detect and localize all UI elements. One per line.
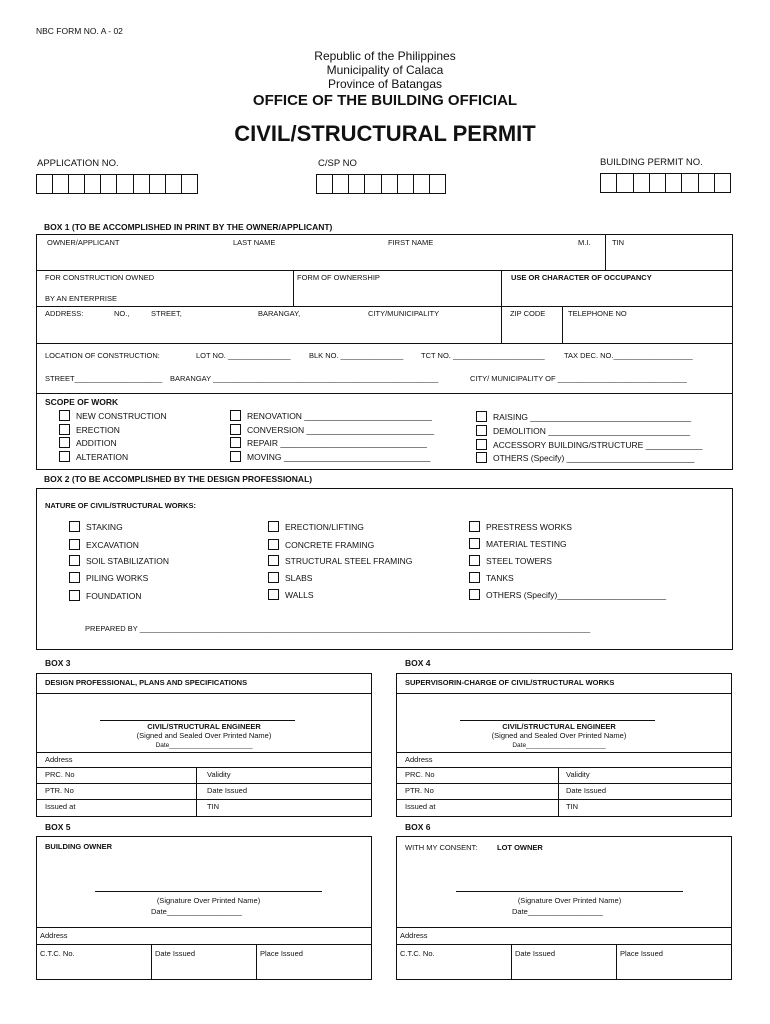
box2-heading: BOX 2 (TO BE ACCOMPLISHED BY THE DESIGN PROFESSIONAL) [44, 474, 313, 484]
scope-label: NEW CONSTRUCTION [76, 410, 167, 421]
checkbox[interactable] [469, 521, 480, 532]
work-walls[interactable] [268, 589, 314, 600]
checkbox[interactable] [59, 451, 70, 462]
address-no-label: NO., [114, 309, 130, 318]
work-label: ERECTION/LIFTING [285, 521, 364, 532]
scope-renovation[interactable] [230, 410, 432, 421]
work-soil-stabilization[interactable] [69, 555, 169, 566]
by-enterprise-label: BY AN ENTERPRISE [45, 294, 117, 303]
scope-addition[interactable] [59, 437, 117, 448]
scope-alteration[interactable] [59, 451, 128, 462]
checkbox[interactable] [69, 539, 80, 550]
box4-date-issued-label: Date Issued [566, 786, 607, 795]
checkbox[interactable] [469, 538, 480, 549]
header-block [0, 49, 770, 111]
scope-label: OTHERS (Specify) ___________________________ [493, 452, 695, 463]
work-label: FOUNDATION [86, 590, 142, 601]
box5-place-issued-label: Place Issued [260, 949, 303, 958]
work-tanks[interactable] [469, 572, 514, 583]
box4-prc-label: PRC. No [405, 770, 435, 779]
checkbox[interactable] [469, 589, 480, 600]
box3-address-label: Address [45, 755, 73, 764]
scope-label: RENOVATION ___________________________ [247, 410, 432, 421]
blk-no-field[interactable]: BLK NO. _______________ [309, 351, 404, 360]
use-occupancy-label: USE OR CHARACTER OF OCCUPANCY [511, 273, 652, 282]
box5-ctc-label: C.T.C. No. [40, 949, 75, 958]
checkbox[interactable] [268, 572, 279, 583]
tct-no-field[interactable]: TCT NO. ______________________ [421, 351, 545, 360]
checkbox[interactable] [230, 410, 241, 421]
scope-new-construction[interactable] [59, 410, 167, 421]
box6-label: BOX 6 [405, 822, 431, 832]
scope-of-work-title: SCOPE OF WORK [45, 397, 119, 407]
scope-others[interactable] [476, 452, 694, 463]
checkbox[interactable] [469, 572, 480, 583]
box6-consent-label: WITH MY CONSENT: [405, 843, 478, 852]
box3-date-issued-label: Date Issued [207, 786, 248, 795]
box3-signed-label: (Signed and Sealed Over Printed Name) [136, 731, 272, 740]
lot-no-field[interactable]: LOT NO. _______________ [196, 351, 291, 360]
box6-ctc-label: C.T.C. No. [400, 949, 435, 958]
address-city-label: CITY/MUNICIPALITY [368, 309, 440, 318]
first-name-label: FIRST NAME [388, 238, 434, 247]
application-no-label: APPLICATION NO. [37, 158, 119, 169]
mi-label: M.I. [578, 238, 591, 247]
work-label: CONCRETE FRAMING [285, 539, 375, 550]
box3-ptr-label: PTR. No [45, 786, 74, 795]
work-label: EXCAVATION [86, 539, 139, 550]
box5-title: BUILDING OWNER [45, 842, 113, 851]
work-foundation[interactable] [69, 590, 142, 601]
work-label: OTHERS (Specify)_______________________ [486, 589, 667, 600]
box5-date-issued-label: Date Issued [155, 949, 196, 958]
csp-no-field[interactable] [316, 174, 446, 194]
address-label: ADDRESS: [45, 309, 84, 318]
checkbox[interactable] [59, 410, 70, 421]
scope-demolition[interactable] [476, 425, 690, 436]
scope-label: ADDITION [76, 437, 117, 448]
box5-address-label: Address [40, 931, 68, 940]
work-erection-lifting[interactable] [268, 521, 364, 532]
box4-address-label: Address [405, 755, 433, 764]
checkbox[interactable] [69, 572, 80, 583]
street-field[interactable]: STREET_____________________ [45, 374, 163, 383]
csp-no-label: C/SP NO [318, 158, 357, 169]
checkbox[interactable] [59, 437, 70, 448]
box3-date-field[interactable]: Date_______________________ [155, 742, 253, 749]
work-label: STEEL TOWERS [486, 555, 552, 566]
checkbox[interactable] [69, 521, 80, 532]
checkbox[interactable] [230, 424, 241, 435]
box3-title: DESIGN PROFESSIONAL, PLANS AND SPECIFICATIONS [45, 678, 248, 687]
box4-engineer-label: CIVIL/STRUCTURAL ENGINEER [502, 722, 616, 731]
box3-engineer-label: CIVIL/STRUCTURAL ENGINEER [147, 722, 261, 731]
checkbox[interactable] [230, 451, 241, 462]
checkbox[interactable] [476, 411, 487, 422]
box4-tin-label: TIN [566, 802, 579, 811]
work-others[interactable] [469, 589, 666, 600]
work-label: WALLS [285, 589, 314, 600]
scope-label: CONVERSION ___________________________ [247, 424, 435, 435]
last-name-label: LAST NAME [233, 238, 276, 247]
box3-validity-label: Validity [207, 770, 231, 779]
checkbox[interactable] [59, 424, 70, 435]
box6-lot-owner-label: LOT OWNER [497, 843, 543, 852]
box4-date-field[interactable]: Date______________________ [512, 742, 606, 749]
box4-issued-at-label: Issued at [405, 802, 436, 811]
work-concrete-framing[interactable] [268, 539, 374, 550]
work-slabs[interactable] [268, 572, 312, 583]
checkbox[interactable] [69, 555, 80, 566]
work-label: PILING WORKS [86, 572, 149, 583]
box6-address-label: Address [400, 931, 428, 940]
telephone-label: TELEPHONE NO [568, 309, 627, 318]
box4-label: BOX 4 [405, 658, 431, 668]
scope-moving[interactable] [230, 451, 430, 462]
work-material-testing[interactable] [469, 538, 567, 549]
checkbox[interactable] [230, 437, 241, 448]
checkbox[interactable] [268, 555, 279, 566]
work-excavation[interactable] [69, 539, 139, 550]
scope-label: DEMOLITION ______________________________ [493, 425, 691, 436]
box6-signature-label: (Signature Over Printed Name) [517, 896, 622, 905]
work-piling[interactable] [69, 572, 148, 583]
work-prestress[interactable] [469, 521, 572, 532]
work-label: SLABS [285, 572, 313, 583]
owner-applicant-label: OWNER/APPLICANT [47, 238, 120, 247]
scope-conversion[interactable] [230, 424, 434, 435]
box3-label: BOX 3 [45, 658, 71, 668]
checkbox[interactable] [268, 539, 279, 550]
checkbox[interactable] [69, 590, 80, 601]
address-street-label: STREET, [151, 309, 182, 318]
header-line-3: Province of Batangas [327, 77, 443, 91]
box1-heading: BOX 1 (TO BE ACCOMPLISHED IN PRINT BY THE OWNER/APPLICANT) [44, 222, 333, 232]
box5-signature-label: (Signature Over Printed Name) [156, 896, 261, 905]
tax-dec-field[interactable]: TAX DEC. NO.___________________ [564, 351, 693, 360]
form-ownership-label: FORM OF OWNERSHIP [297, 273, 380, 282]
checkbox[interactable] [476, 439, 487, 450]
work-label: STRUCTURAL STEEL FRAMING [285, 555, 413, 566]
work-label: STAKING [86, 521, 123, 532]
checkbox[interactable] [476, 425, 487, 436]
box6-date-issued-label: Date Issued [515, 949, 556, 958]
work-steel-framing[interactable] [268, 555, 412, 566]
zip-code-label: ZIP CODE [510, 309, 546, 318]
box4-title: SUPERVISORIN-CHARGE OF CIVIL/STRUCTURAL WORKS [405, 678, 615, 687]
city-field[interactable]: CITY/ MUNICIPALITY OF _______________________________ [470, 374, 687, 383]
work-staking[interactable] [69, 521, 123, 532]
box3-issued-at-label: Issued at [45, 802, 76, 811]
box5-label: BOX 5 [45, 822, 71, 832]
box4-signed-label: (Signed and Sealed Over Printed Name) [491, 731, 627, 740]
for-construction-label: FOR CONSTRUCTION OWNED [45, 273, 155, 282]
work-steel-towers[interactable] [469, 555, 552, 566]
work-label: MATERIAL TESTING [486, 538, 567, 549]
scope-label: ALTERATION [76, 451, 129, 462]
office-title: OFFICE OF THE BUILDING OFFICIAL [252, 92, 518, 109]
prepared-by-field[interactable]: PREPARED BY ____________________________________________________________________________________________________________ [85, 624, 591, 633]
box6-place-issued-label: Place Issued [620, 949, 663, 958]
box5-date-field[interactable]: Date__________________ [151, 907, 242, 916]
scope-accessory[interactable] [476, 439, 702, 450]
work-label: SOIL STABILIZATION [86, 555, 169, 566]
scope-label: MOVING _______________________________ [247, 451, 431, 462]
box3-tin-label: TIN [207, 802, 220, 811]
box3-prc-label: PRC. No [45, 770, 75, 779]
scope-raising[interactable] [476, 411, 691, 422]
box4-ptr-label: PTR. No [405, 786, 434, 795]
application-no-field[interactable] [36, 174, 198, 194]
scope-label: RAISING __________________________________ [493, 411, 692, 422]
box6-date-field[interactable]: Date__________________ [512, 907, 603, 916]
checkbox[interactable] [476, 452, 487, 463]
building-permit-no-label: BUILDING PERMIT NO. [600, 157, 703, 168]
scope-erection[interactable] [59, 424, 120, 435]
page-title: CIVIL/STRUCTURAL PERMIT [234, 121, 536, 146]
header-line-2: Municipality of Calaca [326, 63, 444, 77]
scope-label: ERECTION [76, 424, 120, 435]
barangay-field[interactable]: BARANGAY ______________________________________________________ [170, 374, 439, 383]
checkbox[interactable] [469, 555, 480, 566]
nature-title: NATURE OF CIVIL/STRUCTURAL WORKS: [45, 501, 196, 510]
checkbox[interactable] [268, 589, 279, 600]
checkbox[interactable] [268, 521, 279, 532]
work-label: PRESTRESS WORKS [486, 521, 572, 532]
address-barangay-label: BARANGAY, [258, 309, 301, 318]
work-label: TANKS [486, 572, 514, 583]
location-label: LOCATION OF CONSTRUCTION: [45, 351, 160, 360]
scope-repair[interactable] [230, 437, 427, 448]
form-number: NBC FORM NO. A - 02 [36, 26, 123, 36]
header-line-1: Republic of the Philippines [314, 49, 456, 63]
box4-validity-label: Validity [566, 770, 590, 779]
scope-label: REPAIR _______________________________ [247, 437, 427, 448]
scope-label: ACCESSORY BUILDING/STRUCTURE ____________ [493, 439, 703, 450]
tin-label: TIN [612, 238, 625, 247]
building-permit-no-field[interactable] [600, 173, 731, 193]
